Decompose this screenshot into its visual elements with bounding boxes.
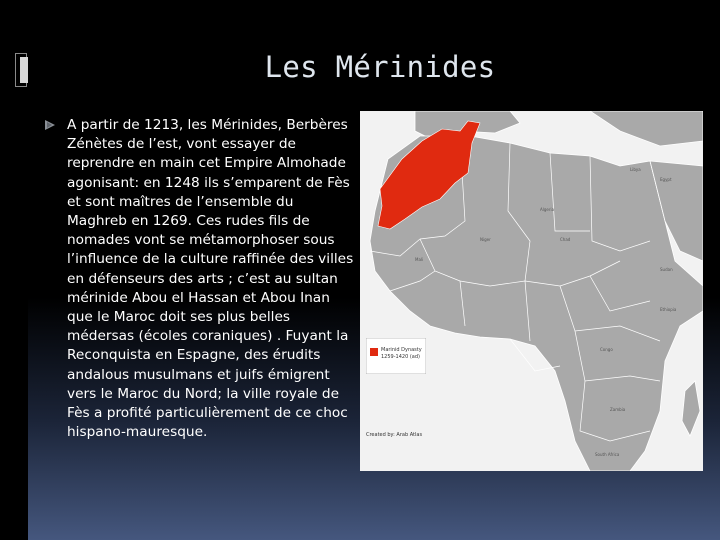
legend-line-2: 1259-1420 (ad): [381, 354, 420, 360]
slide-title: Les Mérinides: [264, 50, 496, 84]
body-paragraph: A partir de 1213, les Mérinides, Berbères Zénètes de l’est, vont essayer de reprendre en main cet Empire Almohade agonisant: en 1248 ils s’emparent de Fès et sont maîtres de l’ensemble du Maghreb en 1269. Ces rudes fils de nomades vont se métamorphoser sous l’influence de la culture raffinée des villes en défenseurs des arts ; c’est au sultan mérinide Abou el Hassan et Abou Inan que le Maroc doit ses plus belles médersas (écoles coraniques) . Fuyant la Reconquista en Espagne, des érudits andalous musulmans et juifs émigrent vers le Maroc du Nord; la ville royale de Fès a profité particulièrement de ce choc hispano-mauresque.: [67, 117, 354, 441]
bullet-icon: [45, 120, 55, 130]
map-credit-text: Created by: Arab Atlas: [366, 432, 423, 438]
svg-text:South Africa: South Africa: [595, 452, 620, 457]
svg-text:Algeria: Algeria: [540, 207, 555, 212]
svg-text:Egypt: Egypt: [660, 177, 672, 182]
svg-text:Sudan: Sudan: [660, 267, 673, 272]
africa-map: [360, 111, 703, 471]
svg-text:Mali: Mali: [415, 257, 424, 262]
map-legend: [366, 338, 426, 374]
decorative-bar: [20, 57, 28, 83]
legend-line-1: Marinid Dynasty: [381, 347, 422, 353]
svg-text:Niger: Niger: [480, 237, 491, 242]
svg-text:Congo: Congo: [600, 347, 613, 352]
map-credit: [366, 432, 426, 446]
svg-text:Chad: Chad: [560, 237, 571, 242]
svg-text:Zambia: Zambia: [610, 407, 626, 412]
svg-text:Ethiopia: Ethiopia: [660, 307, 677, 312]
svg-text:Libya: Libya: [630, 167, 641, 172]
